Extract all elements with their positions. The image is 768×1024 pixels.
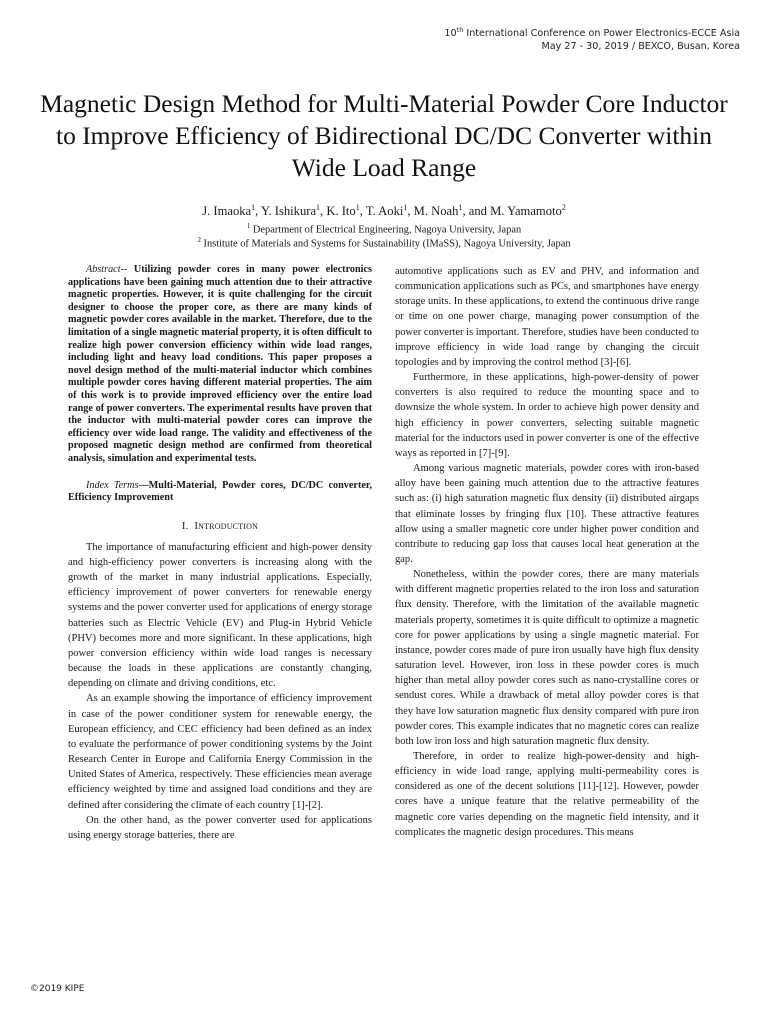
index-terms-text: —Multi-Material, Powder cores, DC/DC converter, Efficiency Improvement	[68, 479, 372, 504]
abstract-label: Abstract--	[86, 264, 128, 275]
paragraph: Nonetheless, within the powder cores, there are many materials with different magnetic properties related to the iron loss and saturation flux density. Therefore, with the limitation of the available magnetic materials property, sometimes it is quite difficult to optimize a magnetic core for power applications by using a single magnetic material. For instance, powder cores made of pure iron usually have high flux density saturation level. However, iron loss in these powder cores is much higher than metal alloy powder cores such as nano-crystalline cores or sendust cores. While a drawback of metal alloy powder cores is that they have low saturation magnetic flux density compared with pure iron powder cores. This example indicates that no magnetic cores can realize both low iron loss and high saturation magnetic flux density.	[395, 569, 699, 747]
copyright-notice: ©2019 KIPE	[30, 984, 85, 994]
abstract	[68, 264, 372, 466]
conference-name: 10th International Conference on Power Electronics-ECCE Asia	[444, 26, 740, 40]
right-column	[395, 264, 699, 840]
index-terms	[68, 480, 372, 505]
left-column	[68, 264, 372, 843]
affiliation-2: $^2$ Institute of Materials and Systems for Sustainability (IMaSS), Nagoya University, Japan	[197, 236, 571, 250]
paper-title: Magnetic Design Method for Multi-Material Powder Core Inductor to Improve Efficiency of Bidirectional DC/DC Converter within Wide Load Range	[40, 89, 728, 182]
conference-header	[444, 24, 740, 53]
section-heading-introduction: I. Introduction	[181, 519, 259, 532]
paragraph: On the other hand, as the power converter used for applications using energy storage batteries, there are	[68, 814, 372, 841]
affiliation-1: $^1$ Department of Electrical Engineering, Nagoya University, Japan	[246, 222, 522, 236]
author: J. Imaoka$^1$,	[202, 203, 261, 219]
abstract-text: Utilizing powder cores in many power electronics applications have been gaining much attention due to their attractive magnetic properties. However, it is quite challenging for the circuit designer to choose the proper core, as there are many kinds of magnetic powder cores available in the market. Therefore, due to the limitation of a single magnetic material property, it is often difficult to realize high power conversion efficiency within wide load ranges, including light and heavy load conditions. This paper proposes a novel design method of the multi-material inductor which combines multiple powder cores having different material properties. The aim of this work is to provide improved efficiency over the entire load range of power converters. The experimental results have proven that the inductor with multi-material powder cores can improve the efficiency over wide load range. The validity and effectiveness of the proposed magnetic design method are confirmed from theoretical analysis, simulation and experimental tests.	[68, 264, 372, 464]
paragraph: The importance of manufacturing efficient and high-power density and high-efficiency power converters is increasing along with the growth of the market in many industrial applications. Especially, efficiency improvement of power converters for renewable energy systems and the power converter used for applications of energy storage batteries such as Electric Vehicle (EV) and Plug-in Hybrid Vehicle (PHV) becomes more and more significant. In these applications, high power conversion efficiency within wide load ranges is necessary because the loads in these applications are constantly changing, depending on climate and driving conditions, etc.	[68, 541, 372, 690]
author: Y. Ishikura$^1$,	[261, 203, 327, 219]
author: M. Noah$^1$, and	[413, 203, 491, 219]
paragraph: Among various magnetic materials, powder cores with iron-based alloy have been gaining much attention due to the attractive features such as: (i) high saturation magnetic flux density (ii) distributed airgaps that eliminate losses by fringing flux [10]. These attractive features allow using a smaller magnetic core under higher power condition and contribute to reducing gap loss that causes local heat generation at the gap.	[395, 463, 699, 565]
author-list	[40, 200, 728, 219]
author: T. Aoki$^1$,	[365, 203, 414, 219]
paragraph: automotive applications such as EV and PHV, and information and communication applications such as PCs, and smartphones have energy storage units. In these applications, to extend the continuous drive range or time on one power charge, managing power consumption of the power converter is important. Therefore, studies have been conducted to improve efficiency in wide load range by changing the circuit topologies and by improving the control method [3]-[6].	[395, 266, 699, 368]
index-terms-label: Index Terms	[86, 479, 139, 491]
paragraph: Therefore, in order to realize high-power-density and high-efficiency in wide load range, applying multi-permeability cores is considered as one of the decent solutions [11]-[12]. However, powder cores have a unique feature that the relative permeability of the magnetic core varies depending on the magnetic field intensity, and it complicates the magnetic design procedures. This means	[395, 751, 699, 838]
author: K. Ito$^1$,	[326, 203, 366, 219]
paragraph: Furthermore, in these applications, high-power-density of power converters is also required to reduce the mounting space and to downsize the whole system. In order to achieve high power density and high efficiency in power converters, selecting suitable magnetic material for the inductors used in power converter is one of the effective ways as reported in [7]-[9].	[395, 372, 699, 459]
conference-date-location: May 27 - 30, 2019 / BEXCO, Busan, Korea	[541, 41, 740, 53]
author: M. Yamamoto$^2$	[490, 203, 566, 219]
paragraph: As an example showing the importance of efficiency improvement in case of the power conditioner system for renewable energy, the European efficiency, and CEC efficiency had been defined as an index to evaluate the performance of power conditioning systems by the Joint Research Center in Europe and California Energy Commission in the United States of America, respectively. These efficiencies mean average efficiency weighted by time and assigned load conditions and they are defined after considering the climate of each country [1]-[2].	[68, 693, 372, 811]
